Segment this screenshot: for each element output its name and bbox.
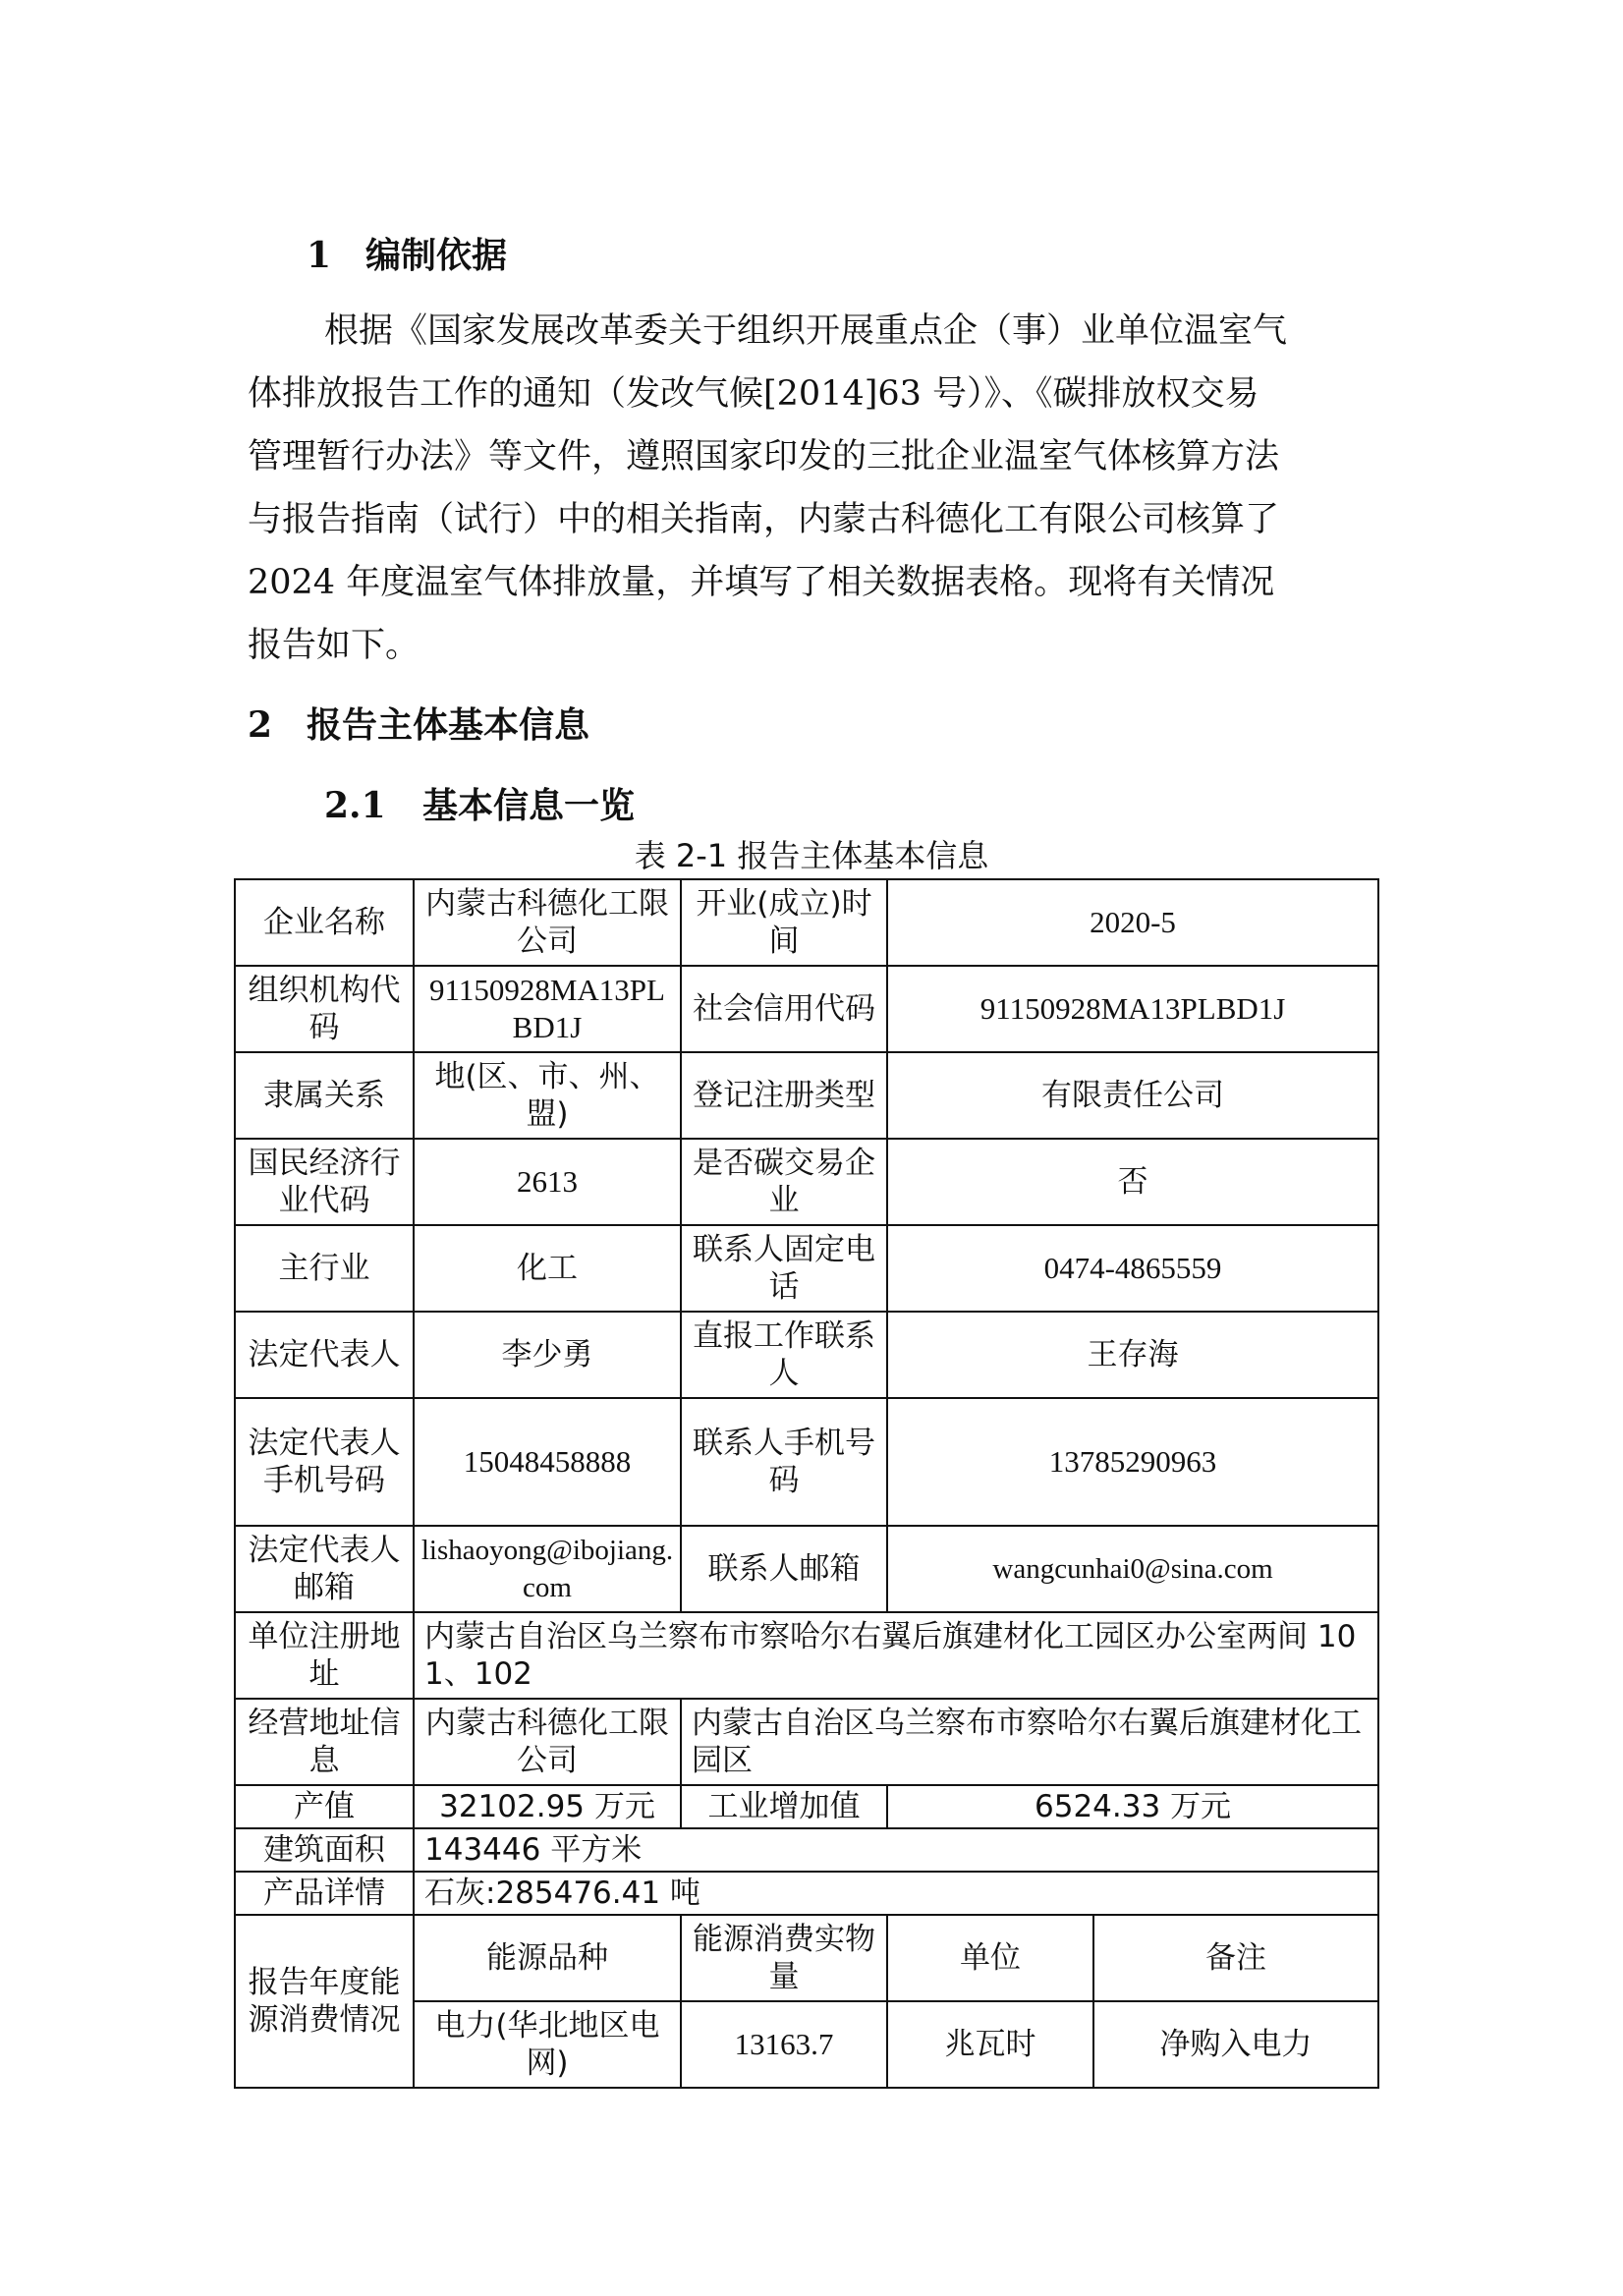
- value-cell: 电力(华北地区电网): [414, 2001, 681, 2088]
- paragraph-line: 体排放报告工作的通知（发改气候[2014]63 号）》、《碳排放权交易: [248, 374, 1259, 414]
- value-cell: 32102.95 万元: [414, 1785, 681, 1828]
- value-cell: 净购入电力: [1093, 2001, 1378, 2088]
- basic-info-table: [234, 878, 1379, 2089]
- paragraph-line: 根据《国家发展改革委关于组织开展重点企（事）业单位温室气: [324, 311, 1288, 351]
- label-cell: 联系人手机号码: [681, 1398, 887, 1526]
- table-row: [235, 1785, 1378, 1828]
- label-cell: 国民经济行业代码: [235, 1139, 414, 1225]
- label-cell: 组织机构代码: [235, 966, 414, 1052]
- section-2-1-heading: [324, 778, 635, 828]
- label-cell: 社会信用代码: [681, 966, 887, 1052]
- label-cell: 产品详情: [235, 1872, 414, 1915]
- value-cell: 王存海: [887, 1312, 1378, 1398]
- table-row: [235, 1312, 1378, 1398]
- value-cell: 91150928MA13PLBD1J: [887, 966, 1378, 1052]
- value-cell: 13163.7: [681, 2001, 887, 2088]
- section-title: 基本信息一览: [422, 785, 636, 826]
- table-row: [235, 1225, 1378, 1312]
- value-cell: lishaoyong@ibojiang.com: [414, 1526, 681, 1612]
- value-cell: 2613: [414, 1139, 681, 1225]
- header-cell: 能源消费实物量: [681, 1915, 887, 2001]
- label-cell: 企业名称: [235, 879, 414, 966]
- table-row: [235, 1828, 1378, 1872]
- paragraph-line: 报告如下。: [248, 626, 420, 665]
- label-cell: 是否碳交易企业: [681, 1139, 887, 1225]
- header-cell: 备注: [1093, 1915, 1378, 2001]
- table-row: [235, 1915, 1378, 2001]
- label-cell: 法定代表人邮箱: [235, 1526, 414, 1612]
- value-cell: 否: [887, 1139, 1378, 1225]
- label-cell: 建筑面积: [235, 1828, 414, 1872]
- table-row: [235, 1699, 1378, 1785]
- value-cell: 内蒙古科德化工限公司: [414, 879, 681, 966]
- table-row: [235, 1526, 1378, 1612]
- value-cell: 兆瓦时: [887, 2001, 1093, 2088]
- label-cell: 直报工作联系人: [681, 1312, 887, 1398]
- section-2-heading: [248, 698, 589, 748]
- paragraph-line: 管理暂行办法》等文件，遵照国家印发的三批企业温室气体核算方法: [248, 437, 1280, 476]
- value-cell: 李少勇: [414, 1312, 681, 1398]
- label-cell: 主行业: [235, 1225, 414, 1312]
- label-cell: 法定代表人手机号码: [235, 1398, 414, 1526]
- value-cell: 143446 平方米: [414, 1828, 1378, 1872]
- section-1-heading: [307, 228, 507, 278]
- table-row: [235, 1872, 1378, 1915]
- table-row: [235, 879, 1378, 966]
- header-cell: 能源品种: [414, 1915, 681, 2001]
- label-cell: 隶属关系: [235, 1052, 414, 1139]
- paragraph-line: 2024 年度温室气体排放量，并填写了相关数据表格。现将有关情况: [248, 563, 1275, 602]
- label-cell: 工业增加值: [681, 1785, 887, 1828]
- header-cell: 单位: [887, 1915, 1093, 2001]
- label-cell: 联系人固定电话: [681, 1225, 887, 1312]
- section-number: 1: [307, 235, 332, 276]
- value-cell: 化工: [414, 1225, 681, 1312]
- basis-paragraph: [248, 300, 1387, 677]
- value-cell: 内蒙古科德化工限公司: [414, 1699, 681, 1785]
- value-cell: 0474-4865559: [887, 1225, 1378, 1312]
- table-row: [235, 1398, 1378, 1526]
- value-cell: 6524.33 万元: [887, 1785, 1378, 1828]
- label-cell: 单位注册地址: [235, 1612, 414, 1699]
- table-row: [235, 1139, 1378, 1225]
- value-cell: 内蒙古自治区乌兰察布市察哈尔右翼后旗建材化工园区: [681, 1699, 1378, 1785]
- label-cell: 登记注册类型: [681, 1052, 887, 1139]
- value-cell: 13785290963: [887, 1398, 1378, 1526]
- label-cell: 经营地址信息: [235, 1699, 414, 1785]
- value-cell: 石灰:285476.41 吨: [414, 1872, 1378, 1915]
- value-cell: 内蒙古自治区乌兰察布市察哈尔右翼后旗建材化工园区办公室两间 101、102: [414, 1612, 1378, 1699]
- value-cell: wangcunhai0@sina.com: [887, 1526, 1378, 1612]
- label-cell: 开业(成立)时间: [681, 879, 887, 966]
- section-title: 报告主体基本信息: [307, 704, 590, 746]
- value-cell: 有限责任公司: [887, 1052, 1378, 1139]
- section-number: 2: [248, 704, 273, 746]
- label-cell: 联系人邮箱: [681, 1526, 887, 1612]
- value-cell: 15048458888: [414, 1398, 681, 1526]
- table-caption: 表 2-1 报告主体基本信息: [634, 837, 989, 874]
- label-cell: 报告年度能源消费情况: [235, 1915, 414, 2088]
- table-row: [235, 1612, 1378, 1699]
- paragraph-line: 与报告指南（试行）中的相关指南，内蒙古科德化工有限公司核算了: [248, 500, 1280, 539]
- section-number: 2.1: [324, 785, 386, 826]
- section-title: 编制依据: [365, 235, 508, 276]
- label-cell: 法定代表人: [235, 1312, 414, 1398]
- table-row: [235, 966, 1378, 1052]
- label-cell: 产值: [235, 1785, 414, 1828]
- value-cell: 2020-5: [887, 879, 1378, 966]
- value-cell: 地(区、市、州、盟): [414, 1052, 681, 1139]
- table-row: [235, 1052, 1378, 1139]
- value-cell: 91150928MA13PLBD1J: [414, 966, 681, 1052]
